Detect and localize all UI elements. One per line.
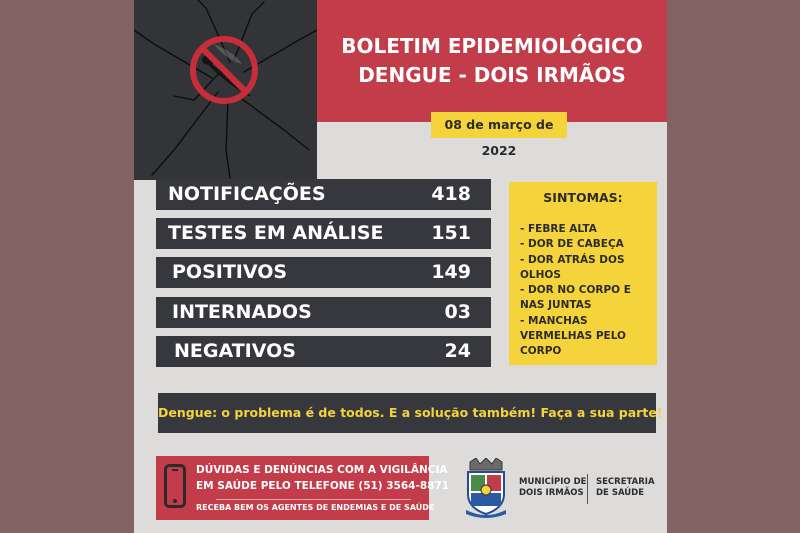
contact-line-2: EM SAÚDE PELO TELEFONE (51) 3564-8871 <box>196 480 450 492</box>
no-mosquito-icon <box>134 0 317 180</box>
stat-value: 418 <box>431 183 471 205</box>
municipal-crest-logo <box>464 458 508 520</box>
symptoms-title: SINTOMAS: <box>543 190 623 205</box>
stat-value: 151 <box>431 222 471 244</box>
symptom-item: - MANCHAS VERMELHAS PELO CORPO <box>520 314 626 358</box>
title-line-1: BOLETIM EPIDEMIOLÓGICO <box>341 34 643 58</box>
contact-box <box>156 456 450 520</box>
mobile-phone-icon <box>164 464 186 508</box>
symptoms-box <box>509 182 657 365</box>
title-line-2: DENGUE - DOIS IRMÃOS <box>358 63 626 87</box>
stat-label: TESTES EM ANÁLISE <box>168 222 384 244</box>
stat-value: 03 <box>444 301 471 323</box>
stat-label: NOTIFICAÇÕES <box>168 183 326 205</box>
motto-banner: Dengue: o problema é de todos. E a solução também! Faça a sua parte! <box>158 393 656 433</box>
footer-separator <box>587 474 588 504</box>
contact-line-1: DÚVIDAS E DENÚNCIAS COM A VIGILÂNCIA <box>196 464 448 476</box>
bulletin-card <box>134 0 667 533</box>
bulletin-title <box>317 32 667 90</box>
stat-value: 24 <box>444 340 471 362</box>
stat-testes-em-analise <box>156 218 491 249</box>
bulletin-date: 08 de março de 2022 <box>431 112 567 138</box>
symptoms-list <box>520 222 650 360</box>
contact-divider <box>216 499 411 500</box>
stat-label: POSITIVOS <box>172 261 288 283</box>
symptom-item: - FEBRE ALTA <box>520 223 597 235</box>
stat-label: NEGATIVOS <box>174 340 296 362</box>
stat-positivos <box>156 257 491 288</box>
symptom-item: - DOR DE CABEÇA <box>520 238 624 251</box>
stat-negativos <box>156 336 491 367</box>
secretariat-name: SECRETARIA DE SAÚDE <box>596 477 655 498</box>
stat-notificacoes <box>156 179 491 210</box>
mosquito-photo <box>134 0 317 180</box>
stat-internados <box>156 297 491 328</box>
municipality-name: MUNICÍPIO DE DOIS IRMÃOS <box>519 477 587 498</box>
stat-value: 149 <box>431 261 471 283</box>
stat-label: INTERNADOS <box>172 301 312 323</box>
symptom-item: - DOR NO CORPO E NAS JUNTAS <box>520 284 631 312</box>
symptom-item: - DOR ATRÁS DOS OLHOS <box>520 253 625 281</box>
contact-line-3: RECEBA BEM OS AGENTES DE ENDEMIAS E DE SAÚDE <box>196 503 435 512</box>
